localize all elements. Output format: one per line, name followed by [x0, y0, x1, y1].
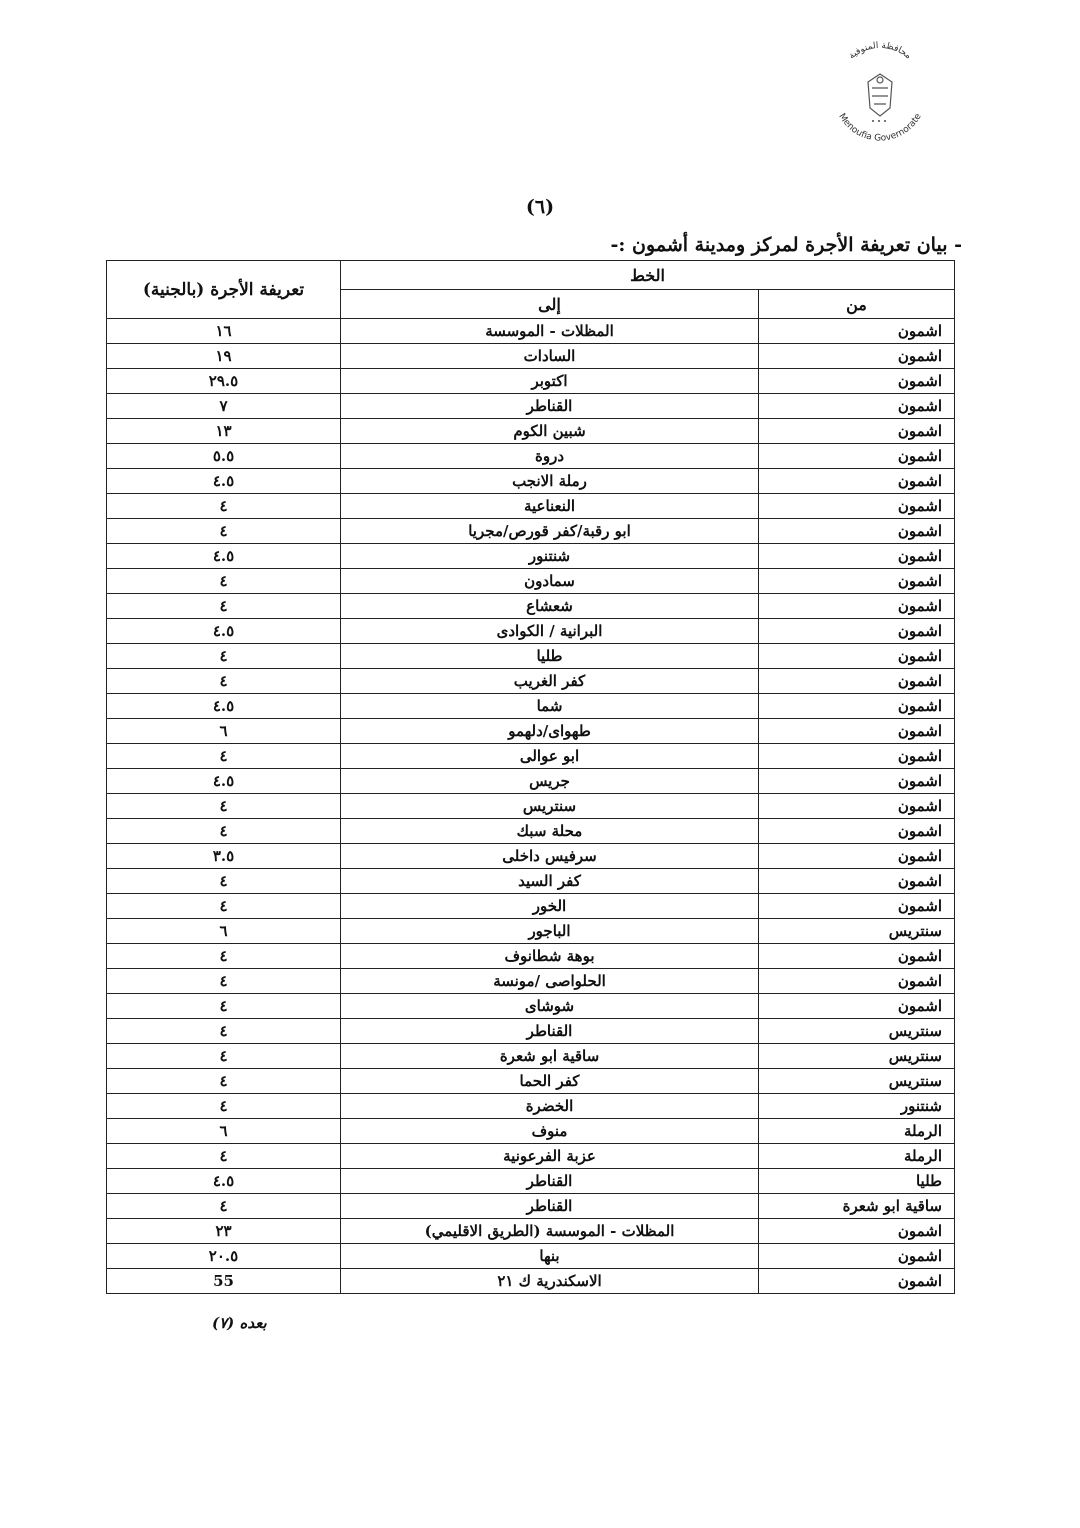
fare-cell: ٣.٥ — [107, 844, 341, 869]
from-cell: سنتريس — [759, 919, 955, 944]
fare-cell: ٦ — [107, 919, 341, 944]
to-cell: طهواى/دلهمو — [341, 719, 759, 744]
from-cell: اشمون — [759, 994, 955, 1019]
fare-cell: ٤ — [107, 869, 341, 894]
fare-cell: ٤ — [107, 794, 341, 819]
fare-cell: ٦ — [107, 719, 341, 744]
from-cell: اشمون — [759, 569, 955, 594]
fare-cell: ٤.٥ — [107, 694, 341, 719]
fare-cell: ٤.٥ — [107, 769, 341, 794]
from-cell: سنتريس — [759, 1069, 955, 1094]
to-cell: كفر الحما — [341, 1069, 759, 1094]
from-cell: ساقية ابو شعرة — [759, 1194, 955, 1219]
from-cell: اشمون — [759, 844, 955, 869]
to-cell: منوف — [341, 1119, 759, 1144]
to-cell: الخضرة — [341, 1094, 759, 1119]
from-cell: اشمون — [759, 644, 955, 669]
from-cell: اشمون — [759, 769, 955, 794]
fare-cell: ٤ — [107, 744, 341, 769]
table-row — [107, 819, 955, 844]
to-cell: القناطر — [341, 1019, 759, 1044]
fare-cell: 55 — [107, 1269, 341, 1294]
table-row — [107, 619, 955, 644]
table-row — [107, 369, 955, 394]
from-cell: اشمون — [759, 869, 955, 894]
seal-arabic-text: محافظة المنوفية — [847, 40, 913, 62]
from-cell: اشمون — [759, 469, 955, 494]
table-row — [107, 319, 955, 344]
fare-cell: ٤.٥ — [107, 544, 341, 569]
table-row — [107, 569, 955, 594]
from-cell: اشمون — [759, 519, 955, 544]
table-row — [107, 394, 955, 419]
from-cell: اشمون — [759, 344, 955, 369]
fare-header: تعريفة الأجرة (بالجنية) — [107, 261, 341, 319]
from-cell: اشمون — [759, 944, 955, 969]
table-row — [107, 1244, 955, 1269]
fare-cell: ٤ — [107, 1069, 341, 1094]
to-cell: ساقية ابو شعرة — [341, 1044, 759, 1069]
fare-cell: ٤.٥ — [107, 469, 341, 494]
fare-cell: ٤ — [107, 1194, 341, 1219]
from-cell: اشمون — [759, 394, 955, 419]
table-row — [107, 1219, 955, 1244]
fare-table — [106, 260, 955, 1294]
to-cell: شنتنور — [341, 544, 759, 569]
table-row — [107, 894, 955, 919]
from-cell: اشمون — [759, 794, 955, 819]
from-cell: اشمون — [759, 1244, 955, 1269]
to-cell: شعشاع — [341, 594, 759, 619]
table-row — [107, 669, 955, 694]
table-row — [107, 344, 955, 369]
fare-cell: ٤ — [107, 644, 341, 669]
from-cell: الرملة — [759, 1144, 955, 1169]
fare-cell: ٤ — [107, 594, 341, 619]
from-cell: اشمون — [759, 694, 955, 719]
table-row — [107, 1269, 955, 1294]
table-row — [107, 469, 955, 494]
table-row — [107, 744, 955, 769]
line-header: الخط — [341, 261, 955, 290]
from-cell: اشمون — [759, 494, 955, 519]
from-cell: اشمون — [759, 744, 955, 769]
table-row — [107, 444, 955, 469]
from-cell: اشمون — [759, 419, 955, 444]
fare-cell: ٤ — [107, 669, 341, 694]
fare-cell: ١٣ — [107, 419, 341, 444]
table-row — [107, 1044, 955, 1069]
from-cell: سنتريس — [759, 1044, 955, 1069]
from-cell: طليا — [759, 1169, 955, 1194]
from-cell: اشمون — [759, 619, 955, 644]
fare-cell: ١٦ — [107, 319, 341, 344]
to-cell: شوشاى — [341, 994, 759, 1019]
from-cell: اشمون — [759, 319, 955, 344]
from-cell: اشمون — [759, 594, 955, 619]
from-cell: سنتريس — [759, 1019, 955, 1044]
to-header: إلى — [341, 290, 759, 319]
fare-cell: ٤.٥ — [107, 619, 341, 644]
to-cell: شما — [341, 694, 759, 719]
document-heading: - بيان تعريفة الأجرة لمركز ومدينة أشمون :- — [610, 234, 962, 256]
to-cell: بوهة شطانوف — [341, 944, 759, 969]
table-row — [107, 1169, 955, 1194]
fare-cell: ٧ — [107, 394, 341, 419]
from-cell: اشمون — [759, 819, 955, 844]
to-cell: اكتوبر — [341, 369, 759, 394]
to-cell: المظلات - الموسسة — [341, 319, 759, 344]
from-cell: شنتنور — [759, 1094, 955, 1119]
fare-cell: ٤ — [107, 819, 341, 844]
from-header: من — [759, 290, 955, 319]
to-cell: الباجور — [341, 919, 759, 944]
to-cell: كفر السيد — [341, 869, 759, 894]
from-cell: اشمون — [759, 1269, 955, 1294]
fare-cell: ٢٣ — [107, 1219, 341, 1244]
to-cell: كفر الغريب — [341, 669, 759, 694]
fare-cell: ٤ — [107, 894, 341, 919]
table-row — [107, 719, 955, 744]
from-cell: اشمون — [759, 969, 955, 994]
fare-cell: ١٩ — [107, 344, 341, 369]
fare-cell: ٤ — [107, 519, 341, 544]
from-cell: اشمون — [759, 719, 955, 744]
to-cell: جريس — [341, 769, 759, 794]
svg-text:محافظة المنوفية — [847, 41, 913, 62]
fare-table-body — [107, 319, 955, 1294]
table-row — [107, 944, 955, 969]
table-row — [107, 494, 955, 519]
to-cell: سنتريس — [341, 794, 759, 819]
table-row — [107, 1144, 955, 1169]
fare-cell: ٤ — [107, 969, 341, 994]
page-number: (٦) — [525, 196, 555, 218]
table-row — [107, 1119, 955, 1144]
to-cell: البرانية / الكوادى — [341, 619, 759, 644]
table-row — [107, 594, 955, 619]
table-row — [107, 419, 955, 444]
table-row — [107, 994, 955, 1019]
fare-table-header — [107, 261, 955, 319]
table-row — [107, 644, 955, 669]
fare-cell: ٢٠.٥ — [107, 1244, 341, 1269]
fare-cell: ٤ — [107, 1044, 341, 1069]
from-cell: اشمون — [759, 894, 955, 919]
to-cell: القناطر — [341, 1194, 759, 1219]
table-row — [107, 1094, 955, 1119]
seal-english-text: Menoufia Governorate — [836, 111, 924, 144]
to-cell: القناطر — [341, 1169, 759, 1194]
fare-cell: ٢٩.٥ — [107, 369, 341, 394]
to-cell: ابو رقبة/كفر قورص/مجريا — [341, 519, 759, 544]
table-row — [107, 694, 955, 719]
fare-cell: ٤ — [107, 1144, 341, 1169]
table-row — [107, 794, 955, 819]
fare-cell: ٤ — [107, 494, 341, 519]
from-cell: اشمون — [759, 1219, 955, 1244]
fare-cell: ٦ — [107, 1119, 341, 1144]
fare-cell: ٤.٥ — [107, 1169, 341, 1194]
table-row — [107, 1069, 955, 1094]
to-cell: دروة — [341, 444, 759, 469]
table-row — [107, 769, 955, 794]
fare-cell: ٤ — [107, 994, 341, 1019]
from-cell: الرملة — [759, 1119, 955, 1144]
to-cell: شبين الكوم — [341, 419, 759, 444]
table-row — [107, 1194, 955, 1219]
from-cell: اشمون — [759, 669, 955, 694]
to-cell: بنها — [341, 1244, 759, 1269]
fare-cell: ٤ — [107, 1019, 341, 1044]
continued-note: بعده (٧) — [212, 1314, 267, 1332]
table-row — [107, 519, 955, 544]
governorate-seal-icon — [820, 38, 940, 158]
to-cell: الحلواصى /مونسة — [341, 969, 759, 994]
to-cell: محلة سبك — [341, 819, 759, 844]
table-row — [107, 869, 955, 894]
to-cell: الخور — [341, 894, 759, 919]
table-row — [107, 844, 955, 869]
to-cell: سرفيس داخلى — [341, 844, 759, 869]
to-cell: عزبة الفرعونية — [341, 1144, 759, 1169]
from-cell: اشمون — [759, 544, 955, 569]
table-row — [107, 544, 955, 569]
from-cell: اشمون — [759, 369, 955, 394]
table-row — [107, 1019, 955, 1044]
table-row — [107, 919, 955, 944]
to-cell: النعناعية — [341, 494, 759, 519]
table-row — [107, 969, 955, 994]
to-cell: ابو عوالى — [341, 744, 759, 769]
to-cell: الاسكندرية ك ٢١ — [341, 1269, 759, 1294]
fare-cell: ٤ — [107, 1094, 341, 1119]
to-cell: طليا — [341, 644, 759, 669]
to-cell: سمادون — [341, 569, 759, 594]
to-cell: رملة الانجب — [341, 469, 759, 494]
to-cell: القناطر — [341, 394, 759, 419]
fare-cell: ٤ — [107, 944, 341, 969]
to-cell: السادات — [341, 344, 759, 369]
fare-cell: ٤ — [107, 569, 341, 594]
fare-cell: ٥.٥ — [107, 444, 341, 469]
from-cell: اشمون — [759, 444, 955, 469]
to-cell: المظلات - الموسسة (الطريق الاقليمي) — [341, 1219, 759, 1244]
